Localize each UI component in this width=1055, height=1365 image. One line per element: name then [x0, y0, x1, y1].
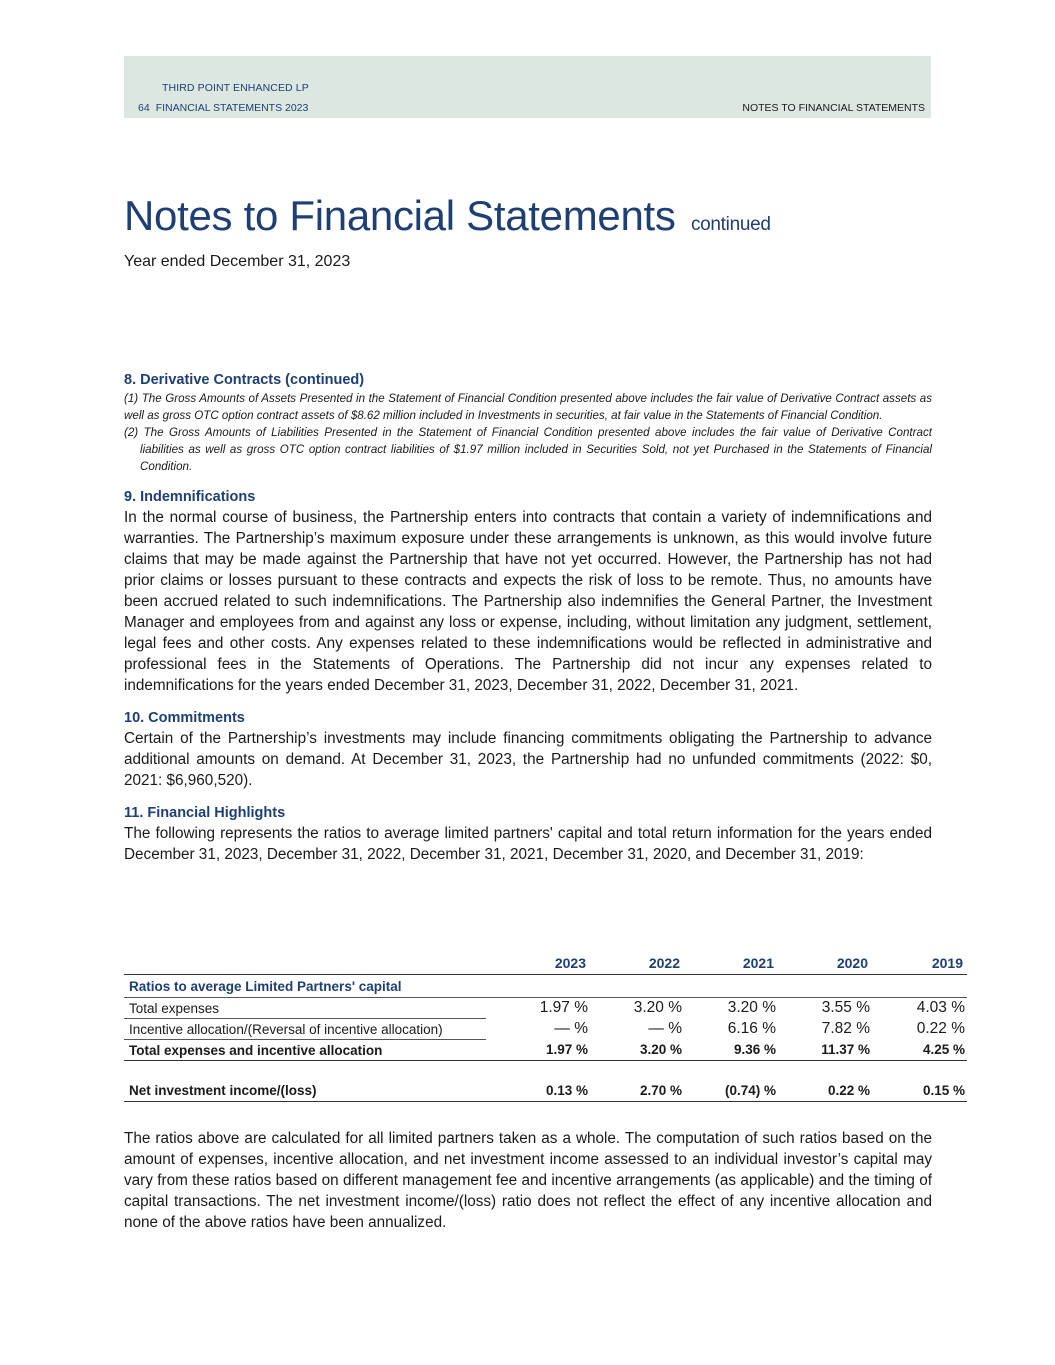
row-label: Incentive allocation/(Reversal of incentive allocation): [124, 1019, 486, 1040]
header-section: NOTES TO FINANCIAL STATEMENTS: [742, 102, 925, 114]
table-cell: (0.74) %: [684, 1079, 778, 1102]
closing-section: [124, 1128, 932, 1233]
section-9-body: In the normal course of business, the Partnership enters into contracts that contain a variety of indemnifications and warranties. The Partnership’s maximum exposure under these arrangements is unknown, as this would involve future claims that may be made against the Partnership that have not yet occurred. However, the Partnership has not had prior claims or losses pursuant to these contracts and expects the risk of loss to be remote. Thus, no amounts have been accrued related to such indemnifications. The Partnership also indemnifies the General Partner, the Investment Manager and employees from and against any loss or expense, including, without limitation any judgment, settlement, legal fees and other costs. Any expenses related to these indemnifications would be reflected in administrative and professional fees in the Statements of Operations. The Partnership did not incur any expenses related to indemnifications for the years ended December 31, 2023, December 31, 2022, December 31, 2021.: [124, 509, 932, 694]
table-cell: 0.22 %: [778, 1079, 872, 1102]
page-subtitle: Year ended December 31, 2023: [124, 253, 351, 270]
table-cell: 4.25 %: [872, 1040, 967, 1061]
section-11-body: The following represents the ratios to average limited partners' capital and total return information for the years ended December 31, 2023, December 31, 2022, December 31, 2021, December 31, 2020, and December 31, 2019:: [124, 825, 932, 863]
footnote-2: (2) The Gross Amounts of Liabilities Presented in the Statement of Financial Condition presented above includes the fair value of Derivative Contract liabilities as well as gross OTC option contract liabilities of $1.97 million included in Securities Sold, not yet Purchased in the Statements of Financial Condition.: [124, 426, 932, 473]
table-cell: 7.82 %: [821, 1020, 870, 1037]
page-title-main: Notes to Financial Statements: [124, 192, 676, 239]
table-cell: 3.20 %: [727, 999, 776, 1017]
section-11-heading: 11. Financial Highlights: [124, 805, 286, 821]
table-cell: 9.36 %: [684, 1040, 778, 1061]
year-header: 2023: [486, 952, 590, 975]
year-header: 2022: [590, 952, 684, 975]
notes-content: [124, 370, 932, 865]
header-company: THIRD POINT ENHANCED LP: [162, 82, 309, 94]
row-label: Total expenses and incentive allocation: [124, 1040, 486, 1061]
table-cell: 0.13 %: [486, 1079, 590, 1102]
table-header-blank: [124, 952, 486, 975]
table-header-row: [124, 952, 967, 975]
table-cell: — %: [554, 1020, 588, 1037]
table-cell: 0.15 %: [872, 1079, 967, 1102]
table-cell: 1.97 %: [539, 999, 588, 1017]
table-cell: 3.55 %: [821, 999, 870, 1017]
table-row: [124, 1019, 967, 1040]
year-header: 2021: [684, 952, 778, 975]
table-cell: 1.97 %: [486, 1040, 590, 1061]
closing-paragraph: The ratios above are calculated for all limited partners taken as a whole. The computation of such ratios based on the amount of expenses, incentive allocation, and net investment income assessed to an individual investor’s capital may vary from these ratios based on different management fee and incentive arrangements (as applicable) and the timing of capital transactions. The net investment income/(loss) ratio does not reflect the effect of any incentive allocation and none of the above ratios have been annualized.: [124, 1130, 932, 1231]
page-header: [124, 56, 931, 118]
page-title: [124, 190, 771, 251]
page-title-continued: continued: [690, 214, 771, 235]
financial-highlights-table: [124, 952, 967, 1102]
table-row: [124, 998, 967, 1019]
section-10-body: Certain of the Partnership’s investments may include financing commitments obligating the Partnership to advance additional amounts on demand. At December 31, 2023, the Partnership had no unfunded commitments (2022: $0, 2021: $6,960,520).: [124, 730, 932, 789]
title-block: [124, 190, 771, 273]
table-cell: 2.70 %: [590, 1079, 684, 1102]
table-cell: — %: [648, 1020, 682, 1037]
page-number: 64: [138, 102, 150, 114]
table-subheading-row: [124, 975, 967, 998]
header-page-info: [138, 102, 308, 114]
table-cell: 3.20 %: [590, 1040, 684, 1061]
table-cell: 11.37 %: [778, 1040, 872, 1061]
section-8-heading: 8. Derivative Contracts (continued): [124, 372, 365, 388]
table-subheading: Ratios to average Limited Partners' capital: [124, 975, 486, 998]
table-spacer-row: [124, 1061, 967, 1080]
row-label: Net investment income/(loss): [124, 1079, 486, 1102]
year-header: 2020: [778, 952, 872, 975]
table-cell: 6.16 %: [727, 1020, 776, 1037]
table-cell: 3.20 %: [633, 999, 682, 1017]
table-row-total: [124, 1040, 967, 1061]
section-10-heading: 10. Commitments: [124, 710, 245, 726]
section-9-heading: 9. Indemnifications: [124, 489, 256, 505]
table-cell: 0.22 %: [916, 1020, 965, 1037]
footnote-1: (1) The Gross Amounts of Assets Presented in the Statement of Financial Condition presented above includes the fair value of Derivative Contract assets as well as gross OTC option contract assets of $8.62 million included in Investments in securities, at fair value in the Statements of Financial Condition.: [124, 392, 932, 422]
year-header: 2019: [872, 952, 967, 975]
row-label: Total expenses: [124, 998, 486, 1019]
header-doc-title: FINANCIAL STATEMENTS 2023: [155, 102, 309, 114]
table-cell: 4.03 %: [916, 999, 965, 1017]
table-row-net-income: [124, 1079, 967, 1102]
